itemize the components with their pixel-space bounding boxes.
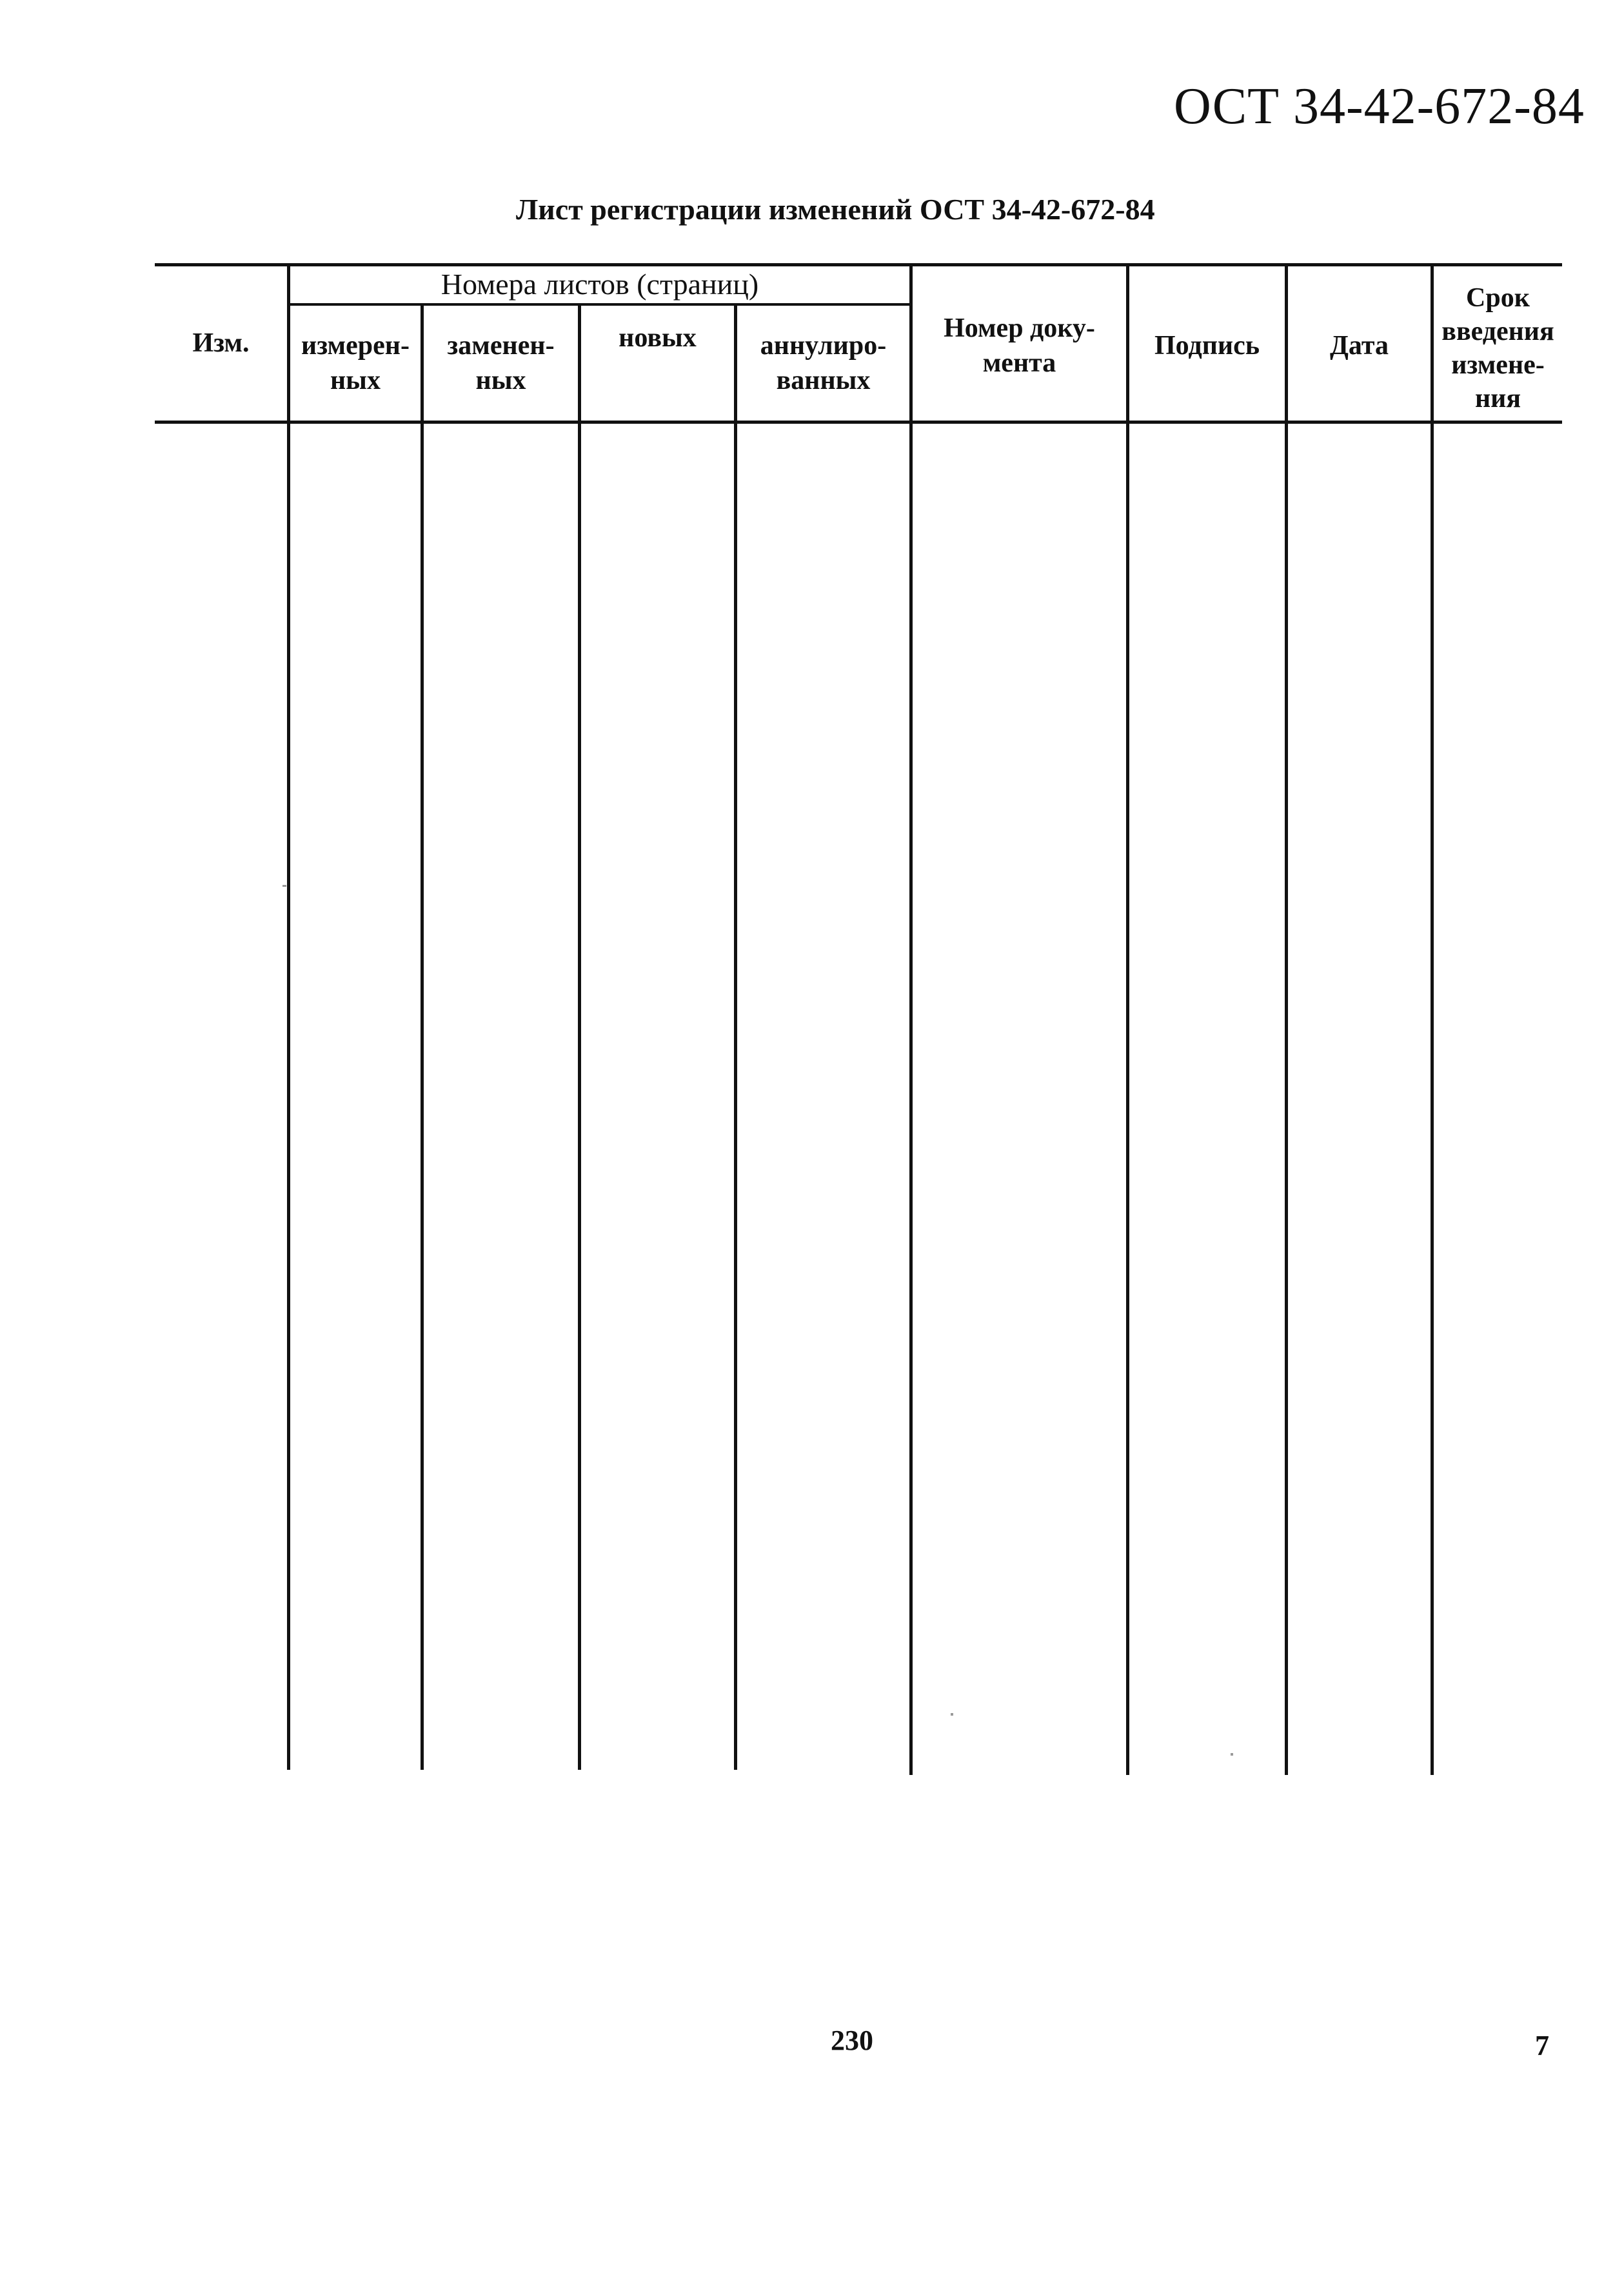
column-header-annulled: аннулиро- ванных — [760, 331, 887, 395]
column-header-date: Дата — [1330, 331, 1389, 361]
page-number-right: 7 — [1535, 2030, 1549, 2061]
column-divider-7 — [1285, 266, 1288, 1775]
column-divider-3 — [578, 304, 581, 1770]
column-header-new: новых — [619, 323, 697, 353]
header-bottom-rule — [155, 421, 1562, 424]
column-divider-1 — [287, 266, 290, 1770]
column-divider-6 — [1126, 266, 1129, 1775]
column-header-change: Изм. — [192, 328, 250, 358]
scan-mark — [282, 885, 286, 887]
column-header-document-number: Номер доку- мента — [944, 313, 1095, 378]
column-divider-5 — [909, 266, 913, 1775]
sheet-title: Лист регистрации изменений ОСТ 34-42-672-84 — [516, 193, 1155, 226]
document-code: ОСТ 34-42-672-84 — [1174, 78, 1585, 135]
column-divider-4 — [734, 304, 737, 1770]
column-header-term: Срок введения измене- ния — [1441, 283, 1554, 413]
column-divider-8 — [1431, 266, 1434, 1775]
column-header-replaced: заменен- ных — [447, 331, 555, 395]
column-header-signature: Подпись — [1154, 331, 1260, 361]
sheet-numbers-group-header: Номера листов (страниц) — [441, 268, 759, 301]
column-header-measured: измерен- ных — [301, 331, 410, 395]
scan-mark — [951, 1713, 953, 1716]
scan-mark — [1231, 1753, 1233, 1756]
column-divider-2 — [421, 304, 424, 1770]
page-number-center: 230 — [831, 2025, 873, 2056]
